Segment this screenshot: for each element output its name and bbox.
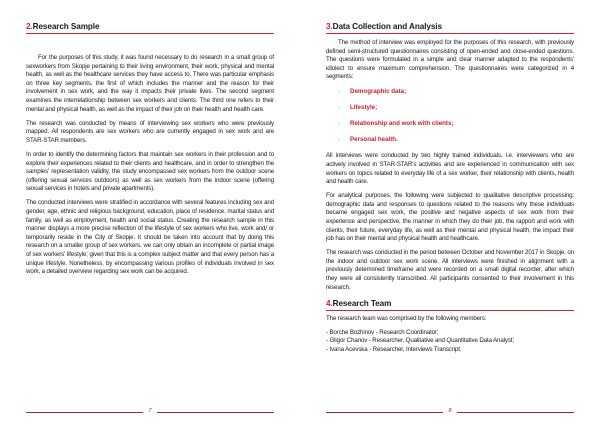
page-footer bbox=[326, 408, 574, 416]
paragraph: The method of interview was employed for the purposes of this research, with previously defined semi-structured questionnaires consisting of open-ended and close-ended questions. The questions were formulated in a simple and clear manner adapted to the respondents' idiolect to ensure maximum comprehension. The questionnaires were categorized in 4 segments: bbox=[326, 39, 574, 81]
section-number: 3. bbox=[326, 22, 333, 31]
section-heading-data-collection bbox=[326, 22, 574, 34]
segments-list bbox=[326, 88, 574, 145]
list-item: - Personal health. bbox=[338, 136, 398, 144]
footer-rule bbox=[457, 412, 574, 413]
team-members bbox=[326, 329, 574, 355]
footer-rule bbox=[157, 412, 274, 413]
paragraph: The conducted interviews were stratified in accordance with several features including sex and gender, age, ethnic and religious background, education, place of residence, marital status and family, as well as employment, health and social status. Creating the research sample in this manner displays a more precise reflection of the lifestyle of sex workers who live, work and/ or temporarily reside in the City of Skopje. It should be taken into account that by doing this research on a smaller group of sex workers, we can only obtain an incomplete or partial image of sex workers' lifestyle; given that this is a complex subject matter and that every person has a unique lifestyle. Nonetheless, by encompassing various profiles of individuals involved in sex work, a detailed overview regarding sex work can be acquired. bbox=[26, 199, 274, 276]
section-title: Data Collection and Analysis bbox=[332, 22, 442, 31]
team-member: - Gligor Chanov - Researcher, Qualitative and Quantitative Data Analyst; bbox=[326, 337, 514, 345]
section-title: Research Team bbox=[332, 299, 392, 309]
page-number: 7 bbox=[148, 408, 152, 414]
team-member: - Ivana Acevska - Researcher, Interviews Transcript. bbox=[326, 346, 462, 354]
page-footer bbox=[26, 408, 274, 416]
section-number: 4. bbox=[326, 299, 333, 309]
page-right bbox=[300, 0, 600, 425]
page-number: 8 bbox=[448, 408, 452, 414]
section-heading-research-team bbox=[326, 299, 574, 311]
list-item: - Lifestyle; bbox=[338, 104, 378, 112]
footer-rule bbox=[326, 412, 443, 413]
team-intro: The research team was comprised by the following members: bbox=[326, 315, 487, 323]
paragraph: For analytical purposes, the following were subjected to qualitative descriptive processing: demographic data and responses to questions related to the reasons why these individuals became engaged sex work, the positive and negative aspects of sex work from their experience and perspective, the manner in which they do their job, the rapport and work with clients, their future, everyday life, as well as their mental and physical health, the impact their job has on their mental and physical health and healthcare. bbox=[326, 192, 574, 243]
paragraph: The research was conducted in the period between October and November 2017 in Skopje, on the indoor and outdoor sex work scene. All interviews were finished in alignment with a previously determined timeframe and were recorded on a small digital recorder, after which they were all consistently transcribed. All participants consented to their involvement in this research. bbox=[326, 249, 574, 291]
team-member: - Borche Bozhinov - Research Coordinator; bbox=[326, 328, 439, 336]
section-title: Research Sample bbox=[32, 22, 100, 31]
section-heading-research-sample bbox=[26, 22, 274, 34]
paragraph: In order to identify the determining factors that maintain sex workers in their profession and to explore their experiences related to their clients and healthcare, and in order to strengthen the samples' representation validity, the study encompassed sex workers from the outdoor scene (offering sexual services outdoors) as well as sex workers from the indoor scene (offering sexual services in hotels and private apartments). bbox=[26, 150, 274, 193]
footer-rule bbox=[26, 412, 143, 413]
paragraph: All interviews were conducted by two highly trained individuals, i.e. interviewers who are actively involved in STAR-STAR's activities and are experienced in communication with sex workers on topics related to everyday life of a sex worker, their relationship with clients, health and health care. bbox=[326, 152, 574, 186]
list-item: - Relationship and work with clients; bbox=[338, 120, 454, 128]
list-item: - Demographic data; bbox=[338, 87, 407, 95]
paragraph: For the purposes of this study, it was found necessary to do research in a small group of sexworkers from Skopje pertaining to their living environment, their work, physical and mental health, as well as the healthcare services they have access to. There was particular emphasis on three key segments, the first of which includes the manner and the reason for their involvement in sex work, and the way it impacts their private lives. The second segment examines the interrelationship between sex workers and clients. The third one refers to their mental and physical health, as well as the impact of their job on their health and health care. bbox=[26, 54, 274, 113]
section-number: 2. bbox=[26, 22, 33, 31]
paragraph: The research was conducted by means of interviewing sex workers who were previously mapped. All respondents are sex workers who are currently engaged in sex work and are STAR-STAR members. bbox=[26, 119, 274, 144]
